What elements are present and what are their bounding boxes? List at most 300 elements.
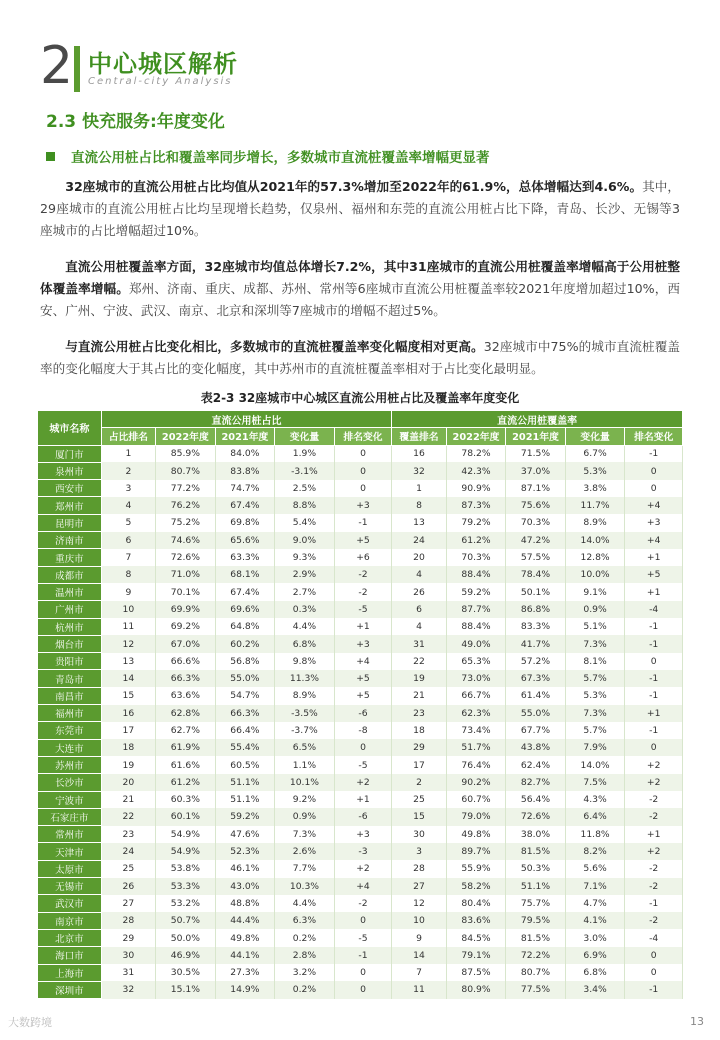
table-cell: 57.5% — [506, 549, 566, 566]
table-cell: 89.7% — [446, 843, 506, 860]
table-cell: 2.6% — [275, 843, 335, 860]
table-cell: 15 — [392, 808, 446, 825]
table-cell: 0 — [625, 480, 683, 497]
column-header-share-3: 变化量 — [275, 428, 335, 445]
table-cell: 9 — [101, 583, 155, 600]
table-cell: -1 — [625, 635, 683, 652]
table-cell: 4 — [392, 618, 446, 635]
table-cell: 25 — [101, 860, 155, 877]
table-cell: 43.0% — [215, 878, 275, 895]
table-cell: 55.9% — [446, 860, 506, 877]
table-cell: 80.7% — [506, 964, 566, 981]
section-accent-bar — [74, 46, 80, 92]
table-cell: 9 — [392, 929, 446, 946]
table-cell: 67.0% — [156, 635, 216, 652]
city-name-cell: 郑州市 — [38, 497, 102, 514]
table-cell: 67.7% — [506, 722, 566, 739]
table-cell: 0.2% — [275, 929, 335, 946]
table-cell: 60.5% — [215, 756, 275, 773]
table-cell: 6.9% — [565, 947, 625, 964]
table-cell: 4.7% — [565, 895, 625, 912]
city-name-cell: 广州市 — [38, 601, 102, 618]
city-name-cell: 青岛市 — [38, 670, 102, 687]
table-cell: 5.6% — [565, 860, 625, 877]
table-cell: 10.1% — [275, 774, 335, 791]
table-cell: 29 — [101, 929, 155, 946]
table-cell: 1.1% — [275, 756, 335, 773]
section-title: 中心城区解析 — [88, 50, 238, 78]
table-row — [38, 497, 683, 514]
table-cell: +4 — [625, 497, 683, 514]
table-cell: -2 — [625, 878, 683, 895]
table-cell: 6 — [101, 532, 155, 549]
table-cell: 21 — [392, 687, 446, 704]
city-name-cell: 上海市 — [38, 964, 102, 981]
table-cell: 67.4% — [215, 583, 275, 600]
section-subtitle: Central-city Analysis — [88, 76, 233, 87]
table-cell: -2 — [625, 791, 683, 808]
table-cell: 3 — [392, 843, 446, 860]
table-cell: 14.9% — [215, 981, 275, 998]
table-cell: 6 — [392, 601, 446, 618]
table-row — [38, 549, 683, 566]
table-cell: 47.6% — [215, 826, 275, 843]
table-cell: +1 — [334, 618, 392, 635]
table-cell: 6.8% — [275, 635, 335, 652]
paragraph-2-bold: 直流公用桩覆盖率方面，32座城市均值总体增长7.2%，其中31座城市的直流公用桩覆盖率增幅高于公用桩整体覆盖率增幅。 — [40, 259, 680, 296]
table-cell: 84.5% — [446, 929, 506, 946]
table-cell: -5 — [334, 929, 392, 946]
table-cell: 12.8% — [565, 549, 625, 566]
city-name-cell: 东莞市 — [38, 722, 102, 739]
table-cell: 69.9% — [156, 601, 216, 618]
city-column-header: 城市名称 — [38, 411, 102, 446]
table-cell: 54.7% — [215, 687, 275, 704]
table-cell: 60.3% — [156, 791, 216, 808]
table-cell: 29 — [392, 739, 446, 756]
table-cell: +4 — [334, 878, 392, 895]
city-name-cell: 成都市 — [38, 566, 102, 583]
table-cell: 71.0% — [156, 566, 216, 583]
table-cell: +3 — [625, 514, 683, 531]
city-name-cell: 石家庄市 — [38, 808, 102, 825]
city-name-cell: 太原市 — [38, 860, 102, 877]
table-cell: 75.6% — [506, 497, 566, 514]
table-cell: 87.7% — [446, 601, 506, 618]
table-cell: +2 — [625, 843, 683, 860]
table-cell: -2 — [625, 912, 683, 929]
table-cell: 27 — [392, 878, 446, 895]
table-cell: 23 — [101, 826, 155, 843]
table-cell: +3 — [334, 826, 392, 843]
table-row — [38, 635, 683, 652]
table-cell: 49.0% — [446, 635, 506, 652]
city-name-cell: 大连市 — [38, 739, 102, 756]
table-cell: 0 — [625, 947, 683, 964]
table-cell: 63.6% — [156, 687, 216, 704]
table-cell: 0 — [625, 462, 683, 479]
table-row — [38, 445, 683, 462]
table-cell: 21 — [101, 791, 155, 808]
table-cell: -3.1% — [275, 462, 335, 479]
table-cell: 72.6% — [156, 549, 216, 566]
bullet-text: 直流公用桩占比和覆盖率同步增长，多数城市直流桩覆盖率增幅更显著 — [71, 150, 490, 166]
table-cell: -6 — [334, 705, 392, 722]
table-cell: 0 — [625, 739, 683, 756]
table-cell: +5 — [625, 566, 683, 583]
table-cell: 2 — [101, 462, 155, 479]
table-cell: 9.2% — [275, 791, 335, 808]
table-cell: 9.1% — [565, 583, 625, 600]
table-cell: 7 — [392, 964, 446, 981]
paragraph-3 — [40, 336, 680, 380]
column-header-share-4: 排名变化 — [334, 428, 392, 445]
table-row — [38, 843, 683, 860]
table-cell: 70.3% — [446, 549, 506, 566]
bullet-square-icon — [46, 152, 55, 161]
subsection-title: 2.3 快充服务:年度变化 — [46, 112, 225, 132]
table-cell: 19 — [101, 756, 155, 773]
table-cell: -1 — [334, 947, 392, 964]
table-cell: -3.5% — [275, 705, 335, 722]
table-cell: 12 — [101, 635, 155, 652]
table-row — [38, 878, 683, 895]
table-cell: 50.0% — [156, 929, 216, 946]
table-cell: 0.2% — [275, 981, 335, 998]
table-cell: 88.4% — [446, 618, 506, 635]
page-number: 13 — [690, 1015, 704, 1028]
section-header — [40, 36, 680, 96]
city-name-cell: 西安市 — [38, 480, 102, 497]
table-cell: 8.9% — [275, 687, 335, 704]
table-cell: 82.7% — [506, 774, 566, 791]
table-cell: 22 — [101, 808, 155, 825]
table-cell: 7.3% — [565, 635, 625, 652]
table-cell: 72.2% — [506, 947, 566, 964]
table-cell: 24 — [101, 843, 155, 860]
table-row — [38, 947, 683, 964]
table-cell: +2 — [334, 860, 392, 877]
table-cell: 74.7% — [215, 480, 275, 497]
table-cell: 65.3% — [446, 653, 506, 670]
section-number: 2 — [40, 36, 74, 96]
table-cell: +4 — [334, 653, 392, 670]
table-cell: 9.8% — [275, 653, 335, 670]
table-cell: 44.1% — [215, 947, 275, 964]
table-cell: 4 — [101, 497, 155, 514]
table-cell: -3 — [334, 843, 392, 860]
city-name-cell: 武汉市 — [38, 895, 102, 912]
city-name-cell: 无锡市 — [38, 878, 102, 895]
table-row — [38, 687, 683, 704]
table-cell: 74.6% — [156, 532, 216, 549]
table-cell: 23 — [392, 705, 446, 722]
table-cell: 83.6% — [446, 912, 506, 929]
table-cell: 26 — [101, 878, 155, 895]
table-cell: 50.3% — [506, 860, 566, 877]
table-cell: 11.8% — [565, 826, 625, 843]
city-name-cell: 北京市 — [38, 929, 102, 946]
table-cell: 80.9% — [446, 981, 506, 998]
table-cell: 53.2% — [156, 895, 216, 912]
table-cell: 2.8% — [275, 947, 335, 964]
table-cell: 12 — [392, 895, 446, 912]
table-row — [38, 808, 683, 825]
table-cell: 16 — [101, 705, 155, 722]
table-cell: 79.1% — [446, 947, 506, 964]
city-name-cell: 烟台市 — [38, 635, 102, 652]
table-cell: 0 — [625, 653, 683, 670]
table-cell: 77.5% — [506, 981, 566, 998]
table-cell: 15.1% — [156, 981, 216, 998]
table-cell: 69.2% — [156, 618, 216, 635]
table-cell: 43.8% — [506, 739, 566, 756]
table-cell: 15 — [101, 687, 155, 704]
table-cell: 10 — [392, 912, 446, 929]
table-cell: 18 — [392, 722, 446, 739]
table-cell: 55.0% — [506, 705, 566, 722]
table-cell: 70.1% — [156, 583, 216, 600]
table-cell: +5 — [334, 670, 392, 687]
table-cell: -2 — [334, 895, 392, 912]
table-cell: 76.4% — [446, 756, 506, 773]
table-cell: 66.7% — [446, 687, 506, 704]
table-cell: 49.8% — [446, 826, 506, 843]
table-cell: 66.4% — [215, 722, 275, 739]
table-cell: 66.6% — [156, 653, 216, 670]
table-cell: 51.7% — [446, 739, 506, 756]
table-row — [38, 756, 683, 773]
city-name-cell: 海口市 — [38, 947, 102, 964]
table-cell: 26 — [392, 583, 446, 600]
table-cell: 61.4% — [506, 687, 566, 704]
table-cell: 7.9% — [565, 739, 625, 756]
table-cell: 46.9% — [156, 947, 216, 964]
table-cell: 0 — [334, 739, 392, 756]
table-cell: -1 — [334, 514, 392, 531]
table-cell: -8 — [334, 722, 392, 739]
table-cell: 20 — [392, 549, 446, 566]
table-cell: -1 — [625, 981, 683, 998]
table-cell: 19 — [392, 670, 446, 687]
table-cell: 51.1% — [215, 774, 275, 791]
table-row — [38, 601, 683, 618]
table-cell: 10 — [101, 601, 155, 618]
table-cell: 81.5% — [506, 843, 566, 860]
table-row — [38, 964, 683, 981]
city-name-cell: 长沙市 — [38, 774, 102, 791]
table-cell: 22 — [392, 653, 446, 670]
table-cell: 60.7% — [446, 791, 506, 808]
table-cell: 7.1% — [565, 878, 625, 895]
table-row — [38, 583, 683, 600]
table-cell: 11.3% — [275, 670, 335, 687]
table-cell: 59.2% — [446, 583, 506, 600]
table-cell: 8.8% — [275, 497, 335, 514]
table-cell: -1 — [625, 445, 683, 462]
table-cell: 0 — [334, 462, 392, 479]
city-name-cell: 重庆市 — [38, 549, 102, 566]
table-cell: -1 — [625, 687, 683, 704]
table-cell: 31 — [101, 964, 155, 981]
table-cell: 0.3% — [275, 601, 335, 618]
paragraph-1-text: 其中，29座城市的直流公用桩占比均呈现增长趋势，仅泉州、福州和东莞的直流公用桩占比下降，青岛、长沙、无锡等3座城市的占比增幅超过10%。 — [40, 179, 681, 238]
table-cell: 62.7% — [156, 722, 216, 739]
table-cell: 0.9% — [275, 808, 335, 825]
table-cell: 46.1% — [215, 860, 275, 877]
table-cell: 66.3% — [156, 670, 216, 687]
table-cell: 4.1% — [565, 912, 625, 929]
city-name-cell: 宁波市 — [38, 791, 102, 808]
table-cell: 60.1% — [156, 808, 216, 825]
table-cell: 62.4% — [506, 756, 566, 773]
table-row — [38, 895, 683, 912]
table-cell: 14 — [392, 947, 446, 964]
table-cell: 0 — [334, 981, 392, 998]
table-cell: 8.2% — [565, 843, 625, 860]
table-cell: 84.0% — [215, 445, 275, 462]
table-cell: 51.1% — [215, 791, 275, 808]
table-cell: 67.3% — [506, 670, 566, 687]
table-row — [38, 462, 683, 479]
table-cell: 7 — [101, 549, 155, 566]
table-cell: -5 — [334, 756, 392, 773]
column-header-coverage-3: 变化量 — [565, 428, 625, 445]
column-header-coverage-1: 2022年度 — [446, 428, 506, 445]
table-cell: -1 — [625, 722, 683, 739]
table-row — [38, 929, 683, 946]
table-cell: -2 — [625, 808, 683, 825]
table-cell: 87.1% — [506, 480, 566, 497]
table-cell: 8 — [392, 497, 446, 514]
table-cell: 18 — [101, 739, 155, 756]
table-cell: 6.3% — [275, 912, 335, 929]
table-cell: 5 — [101, 514, 155, 531]
table-cell: 5.4% — [275, 514, 335, 531]
table-cell: -4 — [625, 601, 683, 618]
table-cell: 63.3% — [215, 549, 275, 566]
table-cell: 7.7% — [275, 860, 335, 877]
table-cell: 0 — [334, 480, 392, 497]
table-cell: 68.1% — [215, 566, 275, 583]
paragraph-3-text: 32座城市中75%的城市直流桩覆盖率的变化幅度大于其占比的变化幅度，其中苏州市的直流桩覆盖率相对于占比变化最明显。 — [40, 339, 680, 376]
table-cell: 20 — [101, 774, 155, 791]
table-cell: +1 — [625, 549, 683, 566]
table-cell: +1 — [625, 705, 683, 722]
table-cell: 4 — [392, 566, 446, 583]
table-cell: 71.5% — [506, 445, 566, 462]
table-cell: 56.8% — [215, 653, 275, 670]
table-cell: 16 — [392, 445, 446, 462]
table-cell: 4.4% — [275, 895, 335, 912]
table-cell: 73.4% — [446, 722, 506, 739]
table-cell: 49.8% — [215, 929, 275, 946]
city-name-cell: 济南市 — [38, 532, 102, 549]
table-cell: 54.9% — [156, 826, 216, 843]
table-cell: 4.4% — [275, 618, 335, 635]
city-name-cell: 泉州市 — [38, 462, 102, 479]
table-cell: 6.8% — [565, 964, 625, 981]
table-cell: 27 — [101, 895, 155, 912]
table-cell: 78.2% — [446, 445, 506, 462]
table-cell: +2 — [625, 756, 683, 773]
table-cell: 61.2% — [446, 532, 506, 549]
table-cell: 6.4% — [565, 808, 625, 825]
column-header-coverage-4: 排名变化 — [625, 428, 683, 445]
table-cell: 70.3% — [506, 514, 566, 531]
table-cell: 6.5% — [275, 739, 335, 756]
city-name-cell: 贵阳市 — [38, 653, 102, 670]
column-header-coverage-0: 覆盖排名 — [392, 428, 446, 445]
data-table — [37, 410, 683, 999]
table-cell: 90.2% — [446, 774, 506, 791]
table-cell: 62.8% — [156, 705, 216, 722]
table-cell: +1 — [334, 791, 392, 808]
table-row — [38, 739, 683, 756]
table-row — [38, 860, 683, 877]
city-name-cell: 杭州市 — [38, 618, 102, 635]
table-cell: 30.5% — [156, 964, 216, 981]
table-cell: 1 — [392, 480, 446, 497]
table-cell: 0 — [334, 445, 392, 462]
table-row — [38, 774, 683, 791]
city-name-cell: 常州市 — [38, 826, 102, 843]
table-cell: 30 — [101, 947, 155, 964]
table-cell: 56.4% — [506, 791, 566, 808]
table-cell: 76.2% — [156, 497, 216, 514]
paragraph-1-bold: 32座城市的直流公用桩占比均值从2021年的57.3%增加至2022年的61.9%，总体增幅达到4.6%。 — [65, 179, 643, 194]
table-cell: 14 — [101, 670, 155, 687]
table-cell: -1 — [625, 895, 683, 912]
table-cell: -1 — [625, 670, 683, 687]
table-cell: 28 — [392, 860, 446, 877]
table-cell: 28 — [101, 912, 155, 929]
table-cell: 59.2% — [215, 808, 275, 825]
table-cell: +6 — [334, 549, 392, 566]
table-cell: 69.8% — [215, 514, 275, 531]
table-cell: 7.3% — [275, 826, 335, 843]
table-cell: 10.3% — [275, 878, 335, 895]
city-name-cell: 苏州市 — [38, 756, 102, 773]
table-cell: 57.2% — [506, 653, 566, 670]
table-row — [38, 653, 683, 670]
table-cell: 88.4% — [446, 566, 506, 583]
table-cell: 8.1% — [565, 653, 625, 670]
table-cell: +5 — [334, 687, 392, 704]
table-cell: 11 — [392, 981, 446, 998]
table-cell: 55.4% — [215, 739, 275, 756]
table-cell: 7.3% — [565, 705, 625, 722]
table-cell: 17 — [101, 722, 155, 739]
column-header-share-1: 2022年度 — [156, 428, 216, 445]
table-cell: 27.3% — [215, 964, 275, 981]
column-header-coverage-2: 2021年度 — [506, 428, 566, 445]
table-row — [38, 722, 683, 739]
table-cell: 79.5% — [506, 912, 566, 929]
table-cell: 52.3% — [215, 843, 275, 860]
table-cell: 64.8% — [215, 618, 275, 635]
table-cell: 13 — [101, 653, 155, 670]
table-cell: 78.4% — [506, 566, 566, 583]
group-header-coverage: 直流公用桩覆盖率 — [392, 411, 683, 428]
table-cell: 3.4% — [565, 981, 625, 998]
table-cell: -2 — [334, 566, 392, 583]
table-cell: +2 — [334, 774, 392, 791]
table-cell: 38.0% — [506, 826, 566, 843]
table-cell: 62.3% — [446, 705, 506, 722]
table-cell: 32 — [101, 981, 155, 998]
city-name-cell: 福州市 — [38, 705, 102, 722]
